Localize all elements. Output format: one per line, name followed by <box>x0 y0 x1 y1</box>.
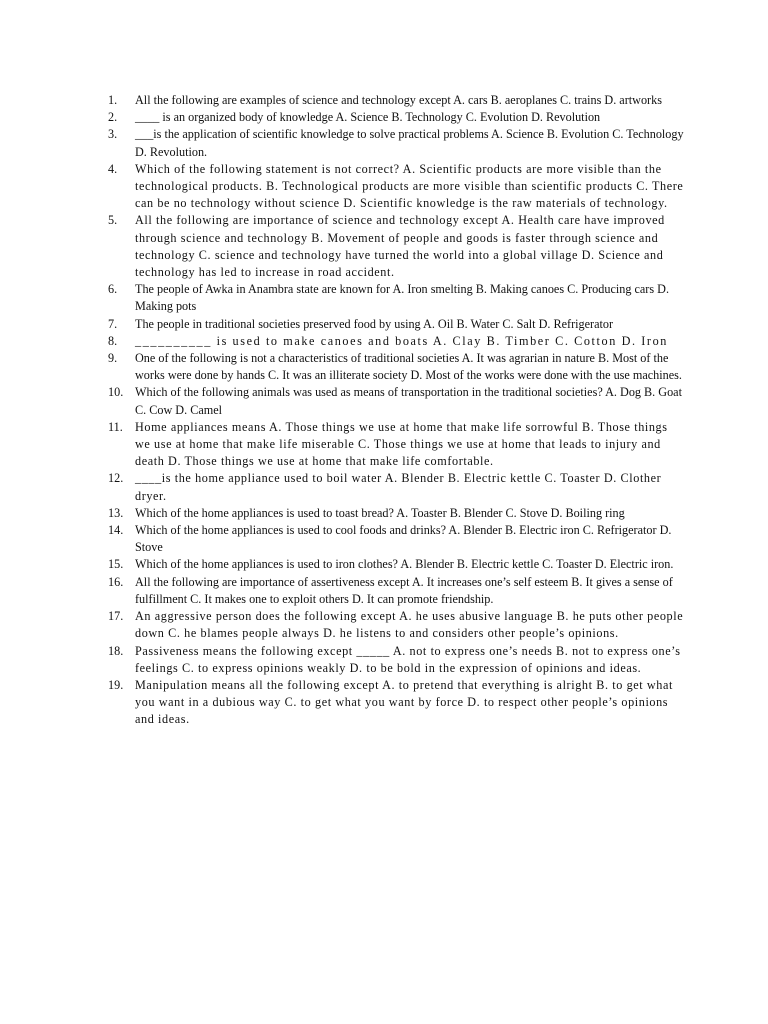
question-number: 2. <box>108 110 118 125</box>
question-item <box>108 350 684 384</box>
question-text: ___is the application of scientific knowledge to solve practical problems A. Science B. Evolution C. Technology D. Revolution. <box>135 127 684 159</box>
question-item <box>108 161 684 213</box>
question-item <box>108 92 684 109</box>
question-number: 11. <box>108 419 123 434</box>
question-text: ____is the home appliance used to boil water A. Blender B. Electric kettle C. Toaster D. Clother dryer. <box>135 471 662 503</box>
question-item <box>108 677 684 729</box>
question-item <box>108 316 684 333</box>
question-item <box>108 608 684 642</box>
question-text: All the following are examples of science and technology except A. cars B. aeroplanes C. trains D. artworks <box>135 93 662 107</box>
question-number: 13. <box>108 505 124 520</box>
question-item <box>108 470 684 504</box>
question-number: 9. <box>108 351 118 366</box>
question-number: 8. <box>108 333 118 348</box>
question-number: 14. <box>108 523 124 538</box>
question-item <box>108 126 684 160</box>
question-text: All the following are importance of science and technology except A. Health care have improved through science and technology B. Movement of people and goods is faster through science and technology C. science and technology have turned the world into a global village D. Science and technology has led to increase in road accident. <box>135 213 665 280</box>
question-number: 19. <box>108 677 124 692</box>
question-text: ____ is an organized body of knowledge A. Science B. Technology C. Evolution D. Revolution <box>135 110 601 125</box>
question-item <box>108 384 684 418</box>
question-number: 1. <box>108 93 118 107</box>
question-text: __________ is used to make canoes and boats A. Clay B. Timber C. Cotton D. Iron <box>135 333 668 348</box>
question-item <box>108 333 684 350</box>
question-item <box>108 212 684 281</box>
question-number: 16. <box>108 574 124 589</box>
question-number: 15. <box>108 557 124 572</box>
question-text: Home appliances means A. Those things we use at home that make life sorrowful B. Those things we use at home that make life miserable C. Those things we use at home that leads to injury and death D. Those things we use at home that make life comfortable. <box>135 419 668 469</box>
question-item <box>108 505 684 522</box>
question-item <box>108 574 684 608</box>
question-text: All the following are importance of assertiveness except A. It increases one’s self esteem B. It gives a sense of fulfillment C. It makes one to exploit others D. It can promote friendship. <box>135 574 673 606</box>
question-item <box>108 419 684 471</box>
question-text: Passiveness means the following except _____ A. not to express one’s needs B. not to express one’s feelings C. to express opinions weakly D. to be bold in the expression of opinions and ideas. <box>135 643 681 675</box>
question-number: 7. <box>108 316 118 331</box>
question-number: 6. <box>108 282 118 297</box>
question-text: Which of the home appliances is used to cool foods and drinks? A. Blender B. Electric iron C. Refrigerator D. Stove <box>135 523 672 555</box>
question-text: Which of the following statement is not correct? A. Scientific products are more visible than the technological products. B. Technological products are more visible than scientific products C. There can be no technology without science D. Scientific knowledge is the raw materials of technology. <box>135 161 684 211</box>
question-text: Manipulation means all the following except A. to pretend that everything is alright B. to get what you want in a dubious way C. to get what you want by force D. to respect other people’s opinions and ideas. <box>135 677 673 727</box>
question-number: 5. <box>108 213 118 228</box>
question-number: 18. <box>108 643 124 658</box>
question-text: The people of Awka in Anambra state are known for A. Iron smelting B. Making canoes C. Producing cars D. Making pots <box>135 282 669 314</box>
question-text: Which of the following animals was used as means of transportation in the traditional societies? A. Dog B. Goat C. Cow D. Camel <box>135 385 682 417</box>
question-item <box>108 643 684 677</box>
question-text: Which of the home appliances is used to toast bread? A. Toaster B. Blender C. Stove D. Boiling ring <box>135 505 625 520</box>
question-item <box>108 556 684 573</box>
question-list <box>108 92 684 729</box>
question-text: Which of the home appliances is used to iron clothes? A. Blender B. Electric kettle C. Toaster D. Electric iron. <box>135 557 674 572</box>
question-number: 12. <box>108 471 124 486</box>
question-item <box>108 109 684 126</box>
question-text: One of the following is not a characteristics of traditional societies A. It was agrarian in nature B. Most of the works were done by hands C. It was an illiterate society D. Most of the works were done with the use machines. <box>135 351 682 383</box>
question-text: An aggressive person does the following except A. he uses abusive language B. he puts other people down C. he blames people always D. he listens to and considers other people’s opinions. <box>135 609 684 641</box>
question-number: 10. <box>108 385 124 400</box>
question-number: 4. <box>108 161 118 176</box>
question-number: 3. <box>108 127 118 142</box>
question-item <box>108 281 684 315</box>
question-number: 17. <box>108 609 124 624</box>
question-text: The people in traditional societies preserved food by using A. Oil B. Water C. Salt D. Refrigerator <box>135 316 614 331</box>
question-item <box>108 522 684 556</box>
